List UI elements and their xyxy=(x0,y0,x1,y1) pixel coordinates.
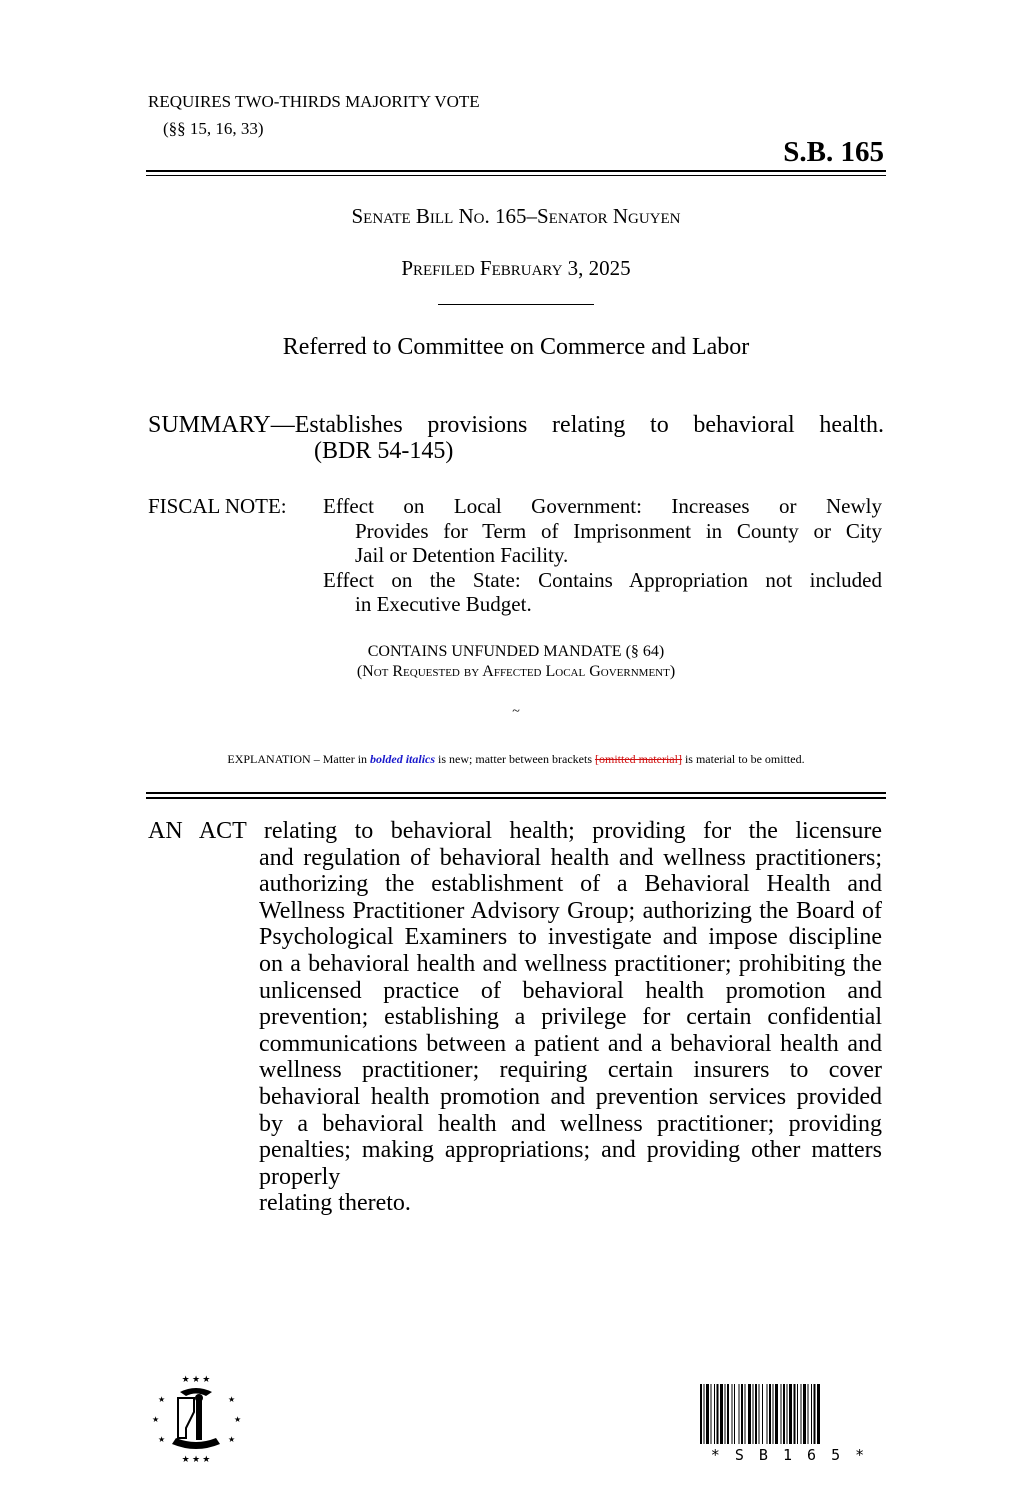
summary-bdr: (BDR 54-145) xyxy=(314,438,454,464)
fiscal-note-label: FISCAL NOTE: xyxy=(148,494,287,518)
fiscal-state-line: Effect on the State: Contains Appropriation not included xyxy=(323,567,882,592)
unfunded-mandate xyxy=(146,642,886,682)
bill-number: S.B. 165 xyxy=(783,136,884,168)
explanation-new-matter: bolded italics xyxy=(370,752,436,766)
fiscal-note xyxy=(148,494,882,617)
svg-text:★ ★ ★: ★ ★ ★ xyxy=(181,1374,211,1384)
mandate-line: CONTAINS UNFUNDED MANDATE (§ 64) xyxy=(367,643,665,660)
explanation-note xyxy=(146,752,886,767)
bill-summary xyxy=(148,412,884,464)
svg-text:★: ★ xyxy=(228,1395,236,1404)
svg-text:★: ★ xyxy=(158,1435,166,1444)
fiscal-local-line: Provides for Term of Imprisonment in County or City xyxy=(355,518,882,543)
state-seal-icon xyxy=(150,1372,242,1464)
summary-text: SUMMARY—Establishes provisions relating to behavioral health. xyxy=(148,412,884,438)
act-body: and regulation of behavioral health and wellness practitioners; authorizing the establishment of a Behavioral Health and Wellness Practitioner Advisory Group; authorizing the Board of Psychological Examiners to investigate and impose discipline on a behavioral health and wellness practitioner; prohibiting the unlicensed practice of behavioral health promotion and prevention; establishing a privilege for certain confidential communications between a patient and a behavioral health and wellness practitioner; requiring certain insurers to cover behavioral health promotion and prevention services provided by a behavioral health and wellness practitioner; providing penalties; making appropriations; and providing other matters properly xyxy=(259,844,882,1190)
title-divider xyxy=(438,304,594,305)
svg-text:★: ★ xyxy=(152,1415,160,1424)
bill-title-line: Senate Bill No. 165–Senator Nguyen xyxy=(351,204,681,228)
header-rule-top xyxy=(146,170,886,172)
svg-text:★ ★ ★: ★ ★ ★ xyxy=(181,1454,211,1464)
svg-text:★: ★ xyxy=(228,1435,236,1444)
vote-requirement-sections: (§§ 15, 16, 33) xyxy=(163,119,264,138)
explanation-omitted-matter: [omitted material] xyxy=(594,752,682,766)
committee-referral: Referred to Committee on Commerce and Labor xyxy=(282,334,750,360)
explanation-middle: is new; matter between brackets xyxy=(438,752,592,766)
act-first-line: AN ACT relating to behavioral health; providing for the licensure xyxy=(148,818,882,844)
explanation-prefix: EXPLANATION – Matter in xyxy=(227,752,368,766)
act-rule-top xyxy=(146,792,886,794)
act-last-line: relating thereto. xyxy=(259,1190,411,1217)
act-rule-bottom xyxy=(146,797,886,799)
svg-text:★: ★ xyxy=(234,1415,242,1424)
header-rule-bottom xyxy=(146,175,886,176)
barcode-icon xyxy=(700,1384,878,1444)
fiscal-local-line: Effect on Local Government: Increases or Newly xyxy=(323,494,882,518)
svg-text:★: ★ xyxy=(158,1395,166,1404)
vote-requirement: REQUIRES TWO-THIRDS MAJORITY VOTE xyxy=(148,92,480,111)
act-text xyxy=(148,818,882,1217)
fiscal-local-line: Jail or Detention Facility. xyxy=(355,543,569,567)
prefiled-date: Prefiled February 3, 2025 xyxy=(401,256,631,280)
explanation-suffix: is material to be omitted. xyxy=(684,752,805,766)
mandate-qualifier: (Not Requested by Affected Local Government) xyxy=(356,663,676,680)
fiscal-state-line: in Executive Budget. xyxy=(355,592,532,616)
barcode-text: * S B 1 6 5 * xyxy=(710,1446,868,1464)
section-separator: ~ xyxy=(512,704,520,719)
